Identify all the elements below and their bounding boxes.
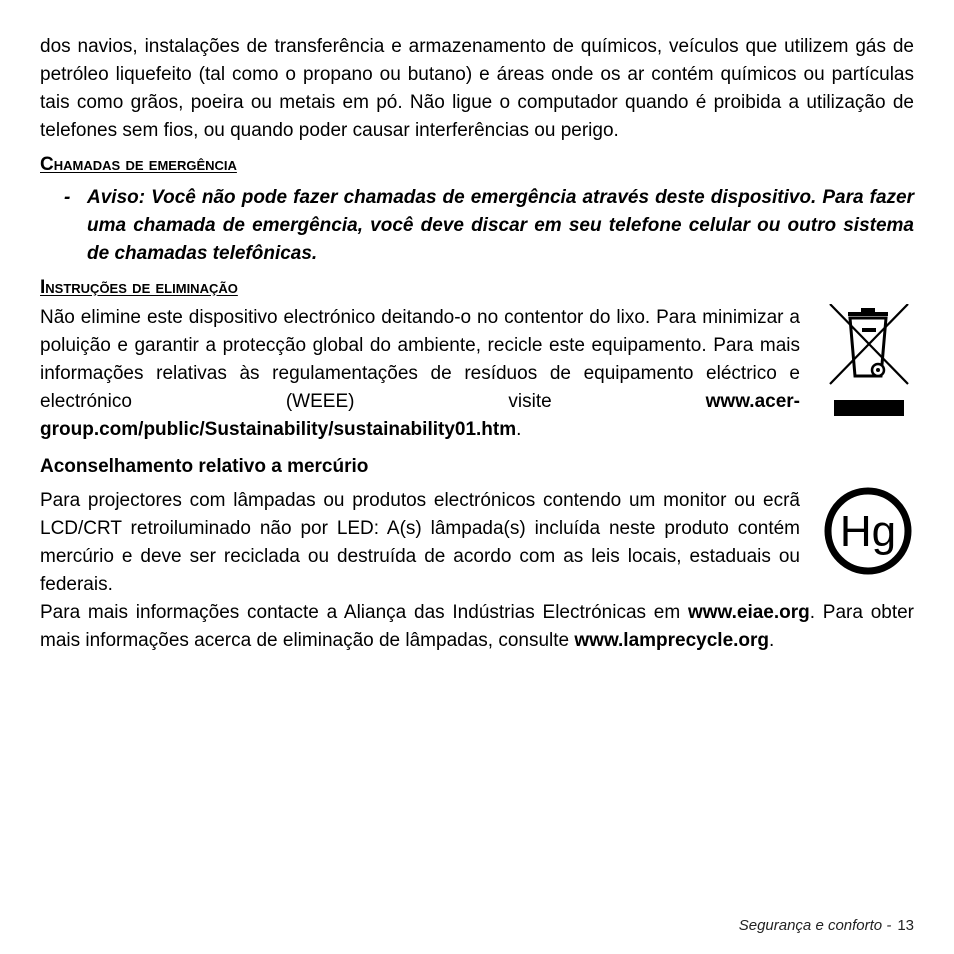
intro-paragraph: dos navios, instalações de transferência e armazenamento de químicos, veículos que utilizem gás de petróleo liquefeito (tal como o propano ou butano) e áreas onde os ar contém químicos ou partículas tais como grãos, poeira ou metais em pó. Não ligue o computador quando é proibida a utilização de telefones sem fios, ou quando poder causar interferências ou perigo. [40, 36, 914, 141]
more-info-end: . [769, 630, 775, 651]
more-info-text-1: Para mais informações contacte a Aliança das Indústrias Electrónicas em [40, 602, 688, 623]
lamprecycle-link[interactable]: www.lamprecycle.org [574, 630, 770, 651]
more-info-paragraph [40, 599, 914, 655]
document-page [40, 33, 914, 655]
page-footer [739, 917, 914, 934]
disposal-end: . [516, 419, 522, 440]
mercury-heading: Aconselhamento relativo a mercúrio [40, 456, 369, 477]
warning-text: Aviso: Você não pode fazer chamadas de emergência através deste dispositivo. Para fazer uma chamada de emergência, você deve discar em seu telefone celular ou outro sistema de chamadas telefônicas. [87, 187, 914, 264]
weee-crossed-bin-icon [800, 304, 914, 422]
emergency-calls-heading: Chamadas de emergência [40, 154, 237, 175]
eiae-link[interactable]: www.eiae.org [687, 602, 810, 623]
page-number: 13 [897, 917, 914, 934]
disposal-heading: Instruções de eliminação [40, 277, 238, 298]
disposal-text: Não elimine este dispositivo electrónico deitando-o no contentor do lixo. Para minimizar a poluição e garantir a protecção global do ambiente, recicle este equipamento. Para mais informações relativas às regulamentações de resíduos de equipamento eléctrico e electrónico (WEEE) visite [40, 307, 800, 412]
mercury-hg-icon [800, 487, 914, 577]
more-info-text-2: . Para obter mais informações acerca de eliminação de lâmpadas, consulte [40, 602, 915, 651]
mercury-paragraph: Para projectores com lâmpadas ou produtos electrónicos contendo um monitor ou ecrã LCD/CRT retroiluminado não por LED: A(s) lâmpada(s) incluída neste produto contém mercúrio e deve ser reciclada ou destruída de acordo com as leis locais, estaduais ou federais. [40, 490, 800, 595]
emergency-warning [40, 184, 914, 268]
disposal-paragraph [40, 304, 800, 444]
footer-section-title: Segurança e conforto - [738, 917, 892, 934]
acer-sustainability-link[interactable]: www.acer-group.com/public/Sustainability/sustainability01.htm [40, 391, 800, 440]
disposal-section [40, 304, 914, 444]
hg-label: Hg [839, 507, 897, 556]
warning-bullet: - [64, 187, 71, 208]
mercury-section [40, 487, 914, 599]
